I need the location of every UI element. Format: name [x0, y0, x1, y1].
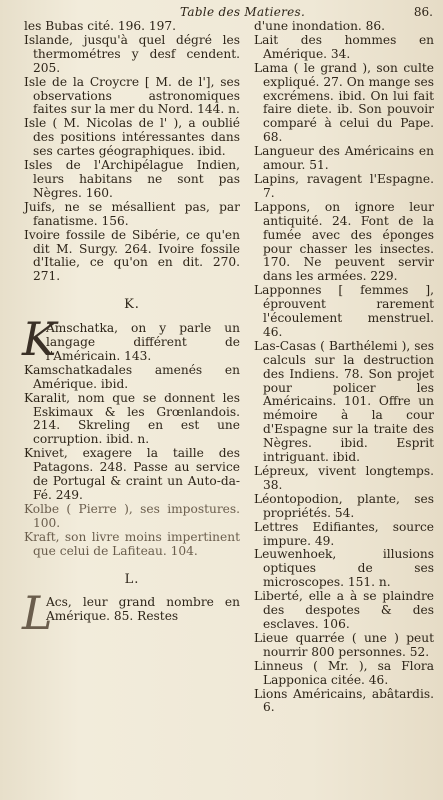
index-entry: Lieue quarrée ( une ) peut nourrir 800 personnes. 52.: [254, 630, 434, 659]
dropcap-letter-k: K: [22, 312, 57, 367]
page-number: 86.: [413, 5, 433, 19]
section-heading-k: K.: [124, 297, 140, 313]
dropcap-letter-l: L: [22, 586, 53, 641]
index-entry: Lama ( le grand ), son culte expliqué. 27. On mange ses excrémens. ibid. On lui fait faire diete. ib. Son pouvoir comparé à celui du Pape. 68.: [254, 60, 434, 145]
dropcap-entry-k: [22, 312, 240, 367]
index-entry: Isle ( M. Nicolas de l' ), a oublié des positions intéressantes dans ses cartes géographiques. ibid.: [24, 116, 240, 159]
index-entry: Lions Américains, abâtardis. 6.: [254, 686, 434, 715]
index-entry: Amschatka, on y parle un langage différent de l'Américain. 143.: [46, 321, 240, 363]
index-entry: Léontopodion, plante, ses propriétés. 54.: [254, 491, 434, 520]
dropcap-entry-l: [22, 586, 240, 641]
index-entry: Leuwenhoek, illusions optiques de ses microscopes. 151. n.: [254, 547, 434, 590]
index-entry: Lettres Edifiantes, source impure. 49.: [254, 519, 434, 548]
index-entry: Lait des hommes en Amérique. 34.: [254, 32, 434, 61]
index-entry: Isles de l'Archipélague Indien, leurs habitans ne sont pas Nègres. 160.: [24, 158, 240, 200]
section-heading-l: L.: [124, 571, 140, 587]
index-entry: Linneus ( Mr. ), sa Flora Lapponica citée. 46.: [254, 658, 434, 687]
index-entry: Lépreux, vivent longtemps. 38.: [254, 464, 434, 492]
right-column: [254, 20, 434, 715]
index-entry: Isle de la Croycre [ M. de l'], ses observations astronomiques faites sur la mer du Nord. 144. n.: [24, 74, 240, 117]
index-entry: d'une inondation. 86.: [254, 19, 386, 33]
index-entry: Ivoire fossile de Sibérie, ce qu'en dit M. Surgy. 264. Ivoire fossile d'Italie, ce qu'on en dit. 270. 271.: [24, 227, 240, 284]
index-entry: Kolbe ( Pierre ), ses impostures. 100.: [24, 501, 240, 530]
index-entry: Karalit, nom que se donnent les Eskimaux & les Grœnlandois. 214. Skreling en est une corruption. ibid. n.: [24, 390, 240, 447]
index-entry: Islande, jusqu'à quel dégré les thermométres y desf cendent. 205.: [24, 32, 240, 75]
index-entry: Acs, leur grand nombre en Amérique. 85. Restes: [46, 595, 240, 624]
index-entry: Lappons, on ignore leur antiquité. 24. Font de la fumée avec des éponges pour chasser les insectes. 170. Ne peuvent servir dans les armées. 229.: [254, 199, 434, 284]
index-entry: Langueur des Américains en amour. 51.: [254, 144, 434, 173]
index-entry: les Bubas cité. 196. 197.: [24, 19, 176, 33]
index-entry: Juifs, ne se mésallient pas, par fanatisme. 156.: [24, 199, 240, 228]
index-entry: Lapponnes [ femmes ], éprouvent rarement l'écoulement menstruel. 46.: [254, 283, 434, 339]
index-entry: Kamschatkadales amenés en Amérique. ibid.: [24, 362, 240, 391]
left-column: [22, 19, 240, 641]
index-entry: Knivet, exagere la taille des Patagons. 248. Passe au service de Portugal & craint un Auto-da-Fé. 249.: [24, 446, 240, 502]
running-head: Table des Matieres.: [180, 5, 306, 19]
index-entry: Kraft, son livre moins impertinent que celui de Lafiteau. 104.: [24, 529, 240, 558]
index-entry: Liberté, elle a à se plaindre des despotes & des esclaves. 106.: [254, 589, 434, 631]
index-entry: Las-Casas ( Barthélemi ), ses calculs sur la destruction des Indiens. 78. Son projet pour policer les Américains. 101. Offre un mémoire à la cour d'Espagne sur la traite des Nègres. ibid. Esprit intriguant. ibid.: [254, 338, 434, 465]
index-entry: Lapins, ravagent l'Espagne. 7.: [254, 171, 434, 200]
